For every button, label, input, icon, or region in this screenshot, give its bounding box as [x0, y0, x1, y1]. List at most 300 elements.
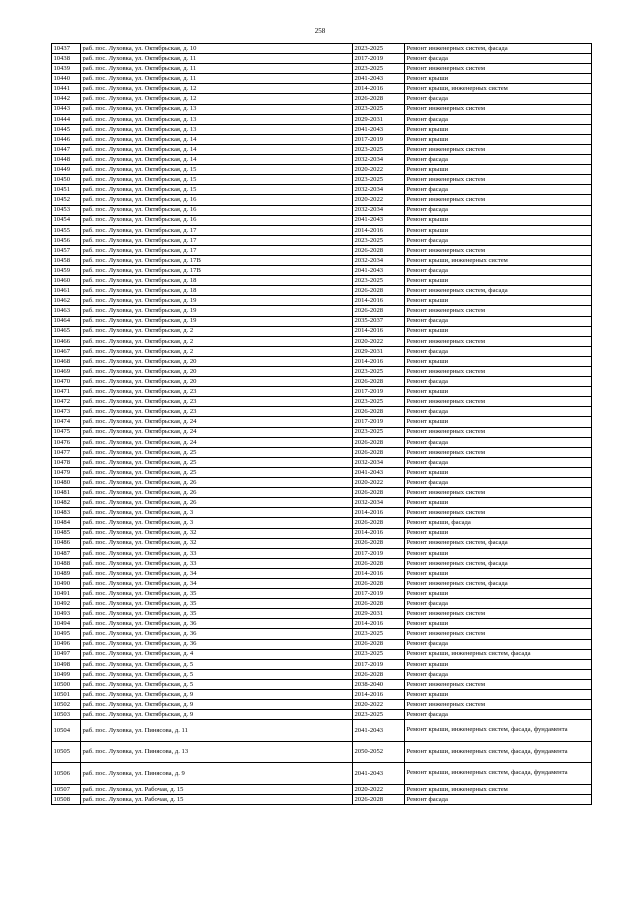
period-cell: 2026-2028	[353, 558, 405, 568]
period-cell: 2023-2025	[353, 367, 405, 377]
row-number-cell: 10467	[52, 346, 81, 356]
work-type-cell: Ремонт крыши	[405, 387, 592, 397]
table-row	[52, 346, 592, 356]
period-cell: 2020-2022	[353, 700, 405, 710]
period-cell: 2020-2022	[353, 165, 405, 175]
table-row	[52, 205, 592, 215]
work-type-cell: Ремонт крыши, инженерных систем	[405, 785, 592, 795]
table-body	[52, 44, 592, 805]
work-type-cell: Ремонт крыши	[405, 165, 592, 175]
table-row	[52, 195, 592, 205]
work-type-cell: Ремонт крыши	[405, 74, 592, 84]
work-type-cell: Ремонт фасада	[405, 114, 592, 124]
period-cell: 2017-2019	[353, 387, 405, 397]
address-cell: раб. пос. Луховка, ул. Рабочая, д. 15	[81, 795, 353, 805]
row-number-cell: 10452	[52, 195, 81, 205]
row-number-cell: 10504	[52, 720, 81, 742]
address-cell: раб. пос. Луховка, ул. Октябрьская, д. 25	[81, 467, 353, 477]
table-row	[52, 498, 592, 508]
work-type-cell: Ремонт крыши	[405, 467, 592, 477]
address-cell: раб. пос. Луховка, ул. Октябрьская, д. 13	[81, 114, 353, 124]
row-number-cell: 10450	[52, 175, 81, 185]
period-cell: 2026-2028	[353, 94, 405, 104]
period-cell: 2026-2028	[353, 795, 405, 805]
table-row	[52, 619, 592, 629]
table-row	[52, 124, 592, 134]
address-cell: раб. пос. Луховка, ул. Октябрьская, д. 14	[81, 155, 353, 165]
address-cell: раб. пос. Луховка, ул. Октябрьская, д. 17	[81, 245, 353, 255]
work-type-cell: Ремонт фасада	[405, 795, 592, 805]
period-cell: 2035-2037	[353, 316, 405, 326]
work-type-cell: Ремонт фасада	[405, 639, 592, 649]
work-type-cell: Ремонт инженерных систем	[405, 629, 592, 639]
table-row	[52, 356, 592, 366]
address-cell: раб. пос. Луховка, ул. Октябрьская, д. 24	[81, 437, 353, 447]
row-number-cell: 10502	[52, 700, 81, 710]
table-row	[52, 417, 592, 427]
period-cell: 2023-2025	[353, 104, 405, 114]
work-type-cell: Ремонт инженерных систем, фасада	[405, 286, 592, 296]
address-cell: раб. пос. Луховка, ул. Октябрьская, д. 11	[81, 54, 353, 64]
period-cell: 2014-2016	[353, 225, 405, 235]
work-type-cell: Ремонт инженерных систем	[405, 245, 592, 255]
period-cell: 2026-2028	[353, 286, 405, 296]
period-cell: 2026-2028	[353, 639, 405, 649]
row-number-cell: 10508	[52, 795, 81, 805]
address-cell: раб. пос. Луховка, ул. Октябрьская, д. 2	[81, 326, 353, 336]
table-row	[52, 175, 592, 185]
row-number-cell: 10473	[52, 407, 81, 417]
address-cell: раб. пос. Луховка, ул. Октябрьская, д. 16	[81, 215, 353, 225]
period-cell: 2023-2025	[353, 235, 405, 245]
row-number-cell: 10453	[52, 205, 81, 215]
row-number-cell: 10477	[52, 447, 81, 457]
work-type-cell: Ремонт инженерных систем	[405, 306, 592, 316]
row-number-cell: 10446	[52, 134, 81, 144]
address-cell: раб. пос. Луховка, ул. Октябрьская, д. 17В	[81, 255, 353, 265]
period-cell: 2026-2028	[353, 447, 405, 457]
work-type-cell: Ремонт крыши, инженерных систем, фасада	[405, 649, 592, 659]
address-cell: раб. пос. Луховка, ул. Октябрьская, д. 17В	[81, 266, 353, 276]
table-row	[52, 467, 592, 477]
work-type-cell: Ремонт инженерных систем	[405, 195, 592, 205]
row-number-cell: 10464	[52, 316, 81, 326]
table-row	[52, 276, 592, 286]
row-number-cell: 10485	[52, 528, 81, 538]
period-cell: 2041-2043	[353, 467, 405, 477]
row-number-cell: 10442	[52, 94, 81, 104]
work-type-cell: Ремонт фасада	[405, 437, 592, 447]
row-number-cell: 10471	[52, 387, 81, 397]
row-number-cell: 10489	[52, 568, 81, 578]
table-row	[52, 478, 592, 488]
work-type-cell: Ремонт фасада	[405, 669, 592, 679]
address-cell: раб. пос. Луховка, ул. Октябрьская, д. 11	[81, 74, 353, 84]
row-number-cell: 10454	[52, 215, 81, 225]
address-cell: раб. пос. Луховка, ул. Октябрьская, д. 24	[81, 427, 353, 437]
row-number-cell: 10448	[52, 155, 81, 165]
period-cell: 2026-2028	[353, 407, 405, 417]
row-number-cell: 10482	[52, 498, 81, 508]
table-row	[52, 407, 592, 417]
work-type-cell: Ремонт крыши, инженерных систем, фасада, фундамента	[405, 763, 592, 785]
table-row	[52, 578, 592, 588]
table-row	[52, 64, 592, 74]
period-cell: 2041-2043	[353, 720, 405, 742]
table-row	[52, 710, 592, 720]
table-row	[52, 306, 592, 316]
work-type-cell: Ремонт инженерных систем	[405, 367, 592, 377]
table-row	[52, 548, 592, 558]
repair-schedule-table	[51, 43, 592, 805]
page-number: 258	[314, 27, 326, 35]
address-cell: раб. пос. Луховка, ул. Октябрьская, д. 12	[81, 84, 353, 94]
work-type-cell: Ремонт фасада	[405, 235, 592, 245]
work-type-cell: Ремонт инженерных систем	[405, 427, 592, 437]
row-number-cell: 10443	[52, 104, 81, 114]
row-number-cell: 10463	[52, 306, 81, 316]
address-cell: раб. пос. Луховка, ул. Октябрьская, д. 36	[81, 619, 353, 629]
period-cell: 2014-2016	[353, 356, 405, 366]
period-cell: 2017-2019	[353, 548, 405, 558]
row-number-cell: 10466	[52, 336, 81, 346]
address-cell: раб. пос. Луховка, ул. Октябрьская, д. 33	[81, 558, 353, 568]
address-cell: раб. пос. Луховка, ул. Октябрьская, д. 14	[81, 134, 353, 144]
row-number-cell: 10497	[52, 649, 81, 659]
work-type-cell: Ремонт крыши	[405, 326, 592, 336]
work-type-cell: Ремонт инженерных систем	[405, 488, 592, 498]
work-type-cell: Ремонт инженерных систем, фасада	[405, 578, 592, 588]
work-type-cell: Ремонт крыши, инженерных систем	[405, 255, 592, 265]
address-cell: раб. пос. Луховка, ул. Рабочая, д. 15	[81, 785, 353, 795]
period-cell: 2023-2025	[353, 44, 405, 54]
table-row	[52, 397, 592, 407]
address-cell: раб. пос. Луховка, ул. Октябрьская, д. 35	[81, 609, 353, 619]
work-type-cell: Ремонт крыши	[405, 296, 592, 306]
row-number-cell: 10441	[52, 84, 81, 94]
work-type-cell: Ремонт фасада	[405, 185, 592, 195]
table-row	[52, 629, 592, 639]
row-number-cell: 10479	[52, 467, 81, 477]
work-type-cell: Ремонт фасада	[405, 205, 592, 215]
period-cell: 2023-2025	[353, 710, 405, 720]
table-row	[52, 144, 592, 154]
row-number-cell: 10480	[52, 478, 81, 488]
table-row	[52, 437, 592, 447]
table-row	[52, 457, 592, 467]
period-cell: 2026-2028	[353, 488, 405, 498]
period-cell: 2026-2028	[353, 578, 405, 588]
address-cell: раб. пос. Луховка, ул. Октябрьская, д. 17	[81, 225, 353, 235]
address-cell: раб. пос. Луховка, ул. Октябрьская, д. 5	[81, 659, 353, 669]
table-row	[52, 245, 592, 255]
period-cell: 2020-2022	[353, 195, 405, 205]
address-cell: раб. пос. Луховка, ул. Октябрьская, д. 5	[81, 669, 353, 679]
table-row	[52, 528, 592, 538]
address-cell: раб. пос. Луховка, ул. Октябрьская, д. 18	[81, 286, 353, 296]
row-number-cell: 10439	[52, 64, 81, 74]
row-number-cell: 10503	[52, 710, 81, 720]
work-type-cell: Ремонт инженерных систем	[405, 336, 592, 346]
table-row	[52, 720, 592, 742]
address-cell: раб. пос. Луховка, ул. Октябрьская, д. 23	[81, 397, 353, 407]
period-cell: 2020-2022	[353, 336, 405, 346]
address-cell: раб. пос. Луховка, ул. Октябрьская, д. 13	[81, 124, 353, 134]
work-type-cell: Ремонт инженерных систем, фасада	[405, 44, 592, 54]
work-type-cell: Ремонт фасада	[405, 407, 592, 417]
address-cell: раб. пос. Луховка, ул. Пинясова, д. 13	[81, 741, 353, 763]
period-cell: 2026-2028	[353, 306, 405, 316]
row-number-cell: 10437	[52, 44, 81, 54]
row-number-cell: 10498	[52, 659, 81, 669]
table-row	[52, 185, 592, 195]
work-type-cell: Ремонт инженерных систем	[405, 679, 592, 689]
work-type-cell: Ремонт фасада	[405, 346, 592, 356]
table-row	[52, 508, 592, 518]
work-type-cell: Ремонт крыши	[405, 548, 592, 558]
table-row	[52, 235, 592, 245]
table-row	[52, 599, 592, 609]
address-cell: раб. пос. Луховка, ул. Октябрьская, д. 2	[81, 346, 353, 356]
period-cell: 2026-2028	[353, 245, 405, 255]
address-cell: раб. пос. Луховка, ул. Октябрьская, д. 9	[81, 700, 353, 710]
period-cell: 2050-2052	[353, 741, 405, 763]
row-number-cell: 10458	[52, 255, 81, 265]
table-row	[52, 367, 592, 377]
period-cell: 2014-2016	[353, 568, 405, 578]
period-cell: 2041-2043	[353, 763, 405, 785]
address-cell: раб. пос. Луховка, ул. Октябрьская, д. 14	[81, 144, 353, 154]
table-row	[52, 225, 592, 235]
period-cell: 2023-2025	[353, 64, 405, 74]
period-cell: 2014-2016	[353, 296, 405, 306]
work-type-cell: Ремонт инженерных систем	[405, 104, 592, 114]
row-number-cell: 10469	[52, 367, 81, 377]
period-cell: 2017-2019	[353, 659, 405, 669]
period-cell: 2014-2016	[353, 508, 405, 518]
address-cell: раб. пос. Луховка, ул. Октябрьская, д. 20	[81, 377, 353, 387]
address-cell: раб. пос. Луховка, ул. Октябрьская, д. 32	[81, 538, 353, 548]
work-type-cell: Ремонт фасада	[405, 599, 592, 609]
table-row	[52, 679, 592, 689]
address-cell: раб. пос. Луховка, ул. Октябрьская, д. 25	[81, 447, 353, 457]
work-type-cell: Ремонт фасада	[405, 457, 592, 467]
table-row	[52, 518, 592, 528]
period-cell: 2029-2031	[353, 114, 405, 124]
row-number-cell: 10449	[52, 165, 81, 175]
table-row	[52, 427, 592, 437]
period-cell: 2014-2016	[353, 690, 405, 700]
period-cell: 2029-2031	[353, 346, 405, 356]
period-cell: 2023-2025	[353, 397, 405, 407]
table-row	[52, 741, 592, 763]
work-type-cell: Ремонт крыши	[405, 498, 592, 508]
table-row	[52, 649, 592, 659]
row-number-cell: 10506	[52, 763, 81, 785]
row-number-cell: 10487	[52, 548, 81, 558]
row-number-cell: 10461	[52, 286, 81, 296]
row-number-cell: 10495	[52, 629, 81, 639]
period-cell: 2032-2034	[353, 255, 405, 265]
address-cell: раб. пос. Луховка, ул. Октябрьская, д. 35	[81, 599, 353, 609]
table-row	[52, 54, 592, 64]
address-cell: раб. пос. Луховка, ул. Октябрьская, д. 19	[81, 306, 353, 316]
period-cell: 2026-2028	[353, 518, 405, 528]
row-number-cell: 10444	[52, 114, 81, 124]
row-number-cell: 10476	[52, 437, 81, 447]
address-cell: раб. пос. Луховка, ул. Октябрьская, д. 26	[81, 478, 353, 488]
address-cell: раб. пос. Луховка, ул. Октябрьская, д. 18	[81, 276, 353, 286]
row-number-cell: 10493	[52, 609, 81, 619]
table-row	[52, 266, 592, 276]
work-type-cell: Ремонт инженерных систем	[405, 175, 592, 185]
period-cell: 2023-2025	[353, 276, 405, 286]
address-cell: раб. пос. Луховка, ул. Октябрьская, д. 32	[81, 528, 353, 538]
period-cell: 2014-2016	[353, 84, 405, 94]
row-number-cell: 10468	[52, 356, 81, 366]
work-type-cell: Ремонт крыши	[405, 134, 592, 144]
row-number-cell: 10472	[52, 397, 81, 407]
table-row	[52, 763, 592, 785]
address-cell: раб. пос. Луховка, ул. Октябрьская, д. 16	[81, 205, 353, 215]
period-cell: 2020-2022	[353, 478, 405, 488]
work-type-cell: Ремонт крыши, фасада	[405, 518, 592, 528]
work-type-cell: Ремонт инженерных систем, фасада	[405, 538, 592, 548]
table-row	[52, 669, 592, 679]
address-cell: раб. пос. Луховка, ул. Октябрьская, д. 20	[81, 356, 353, 366]
period-cell: 2041-2043	[353, 124, 405, 134]
table-row	[52, 558, 592, 568]
work-type-cell: Ремонт крыши	[405, 124, 592, 134]
period-cell: 2023-2025	[353, 144, 405, 154]
address-cell: раб. пос. Луховка, ул. Октябрьская, д. 36	[81, 629, 353, 639]
work-type-cell: Ремонт фасада	[405, 710, 592, 720]
work-type-cell: Ремонт фасада	[405, 266, 592, 276]
address-cell: раб. пос. Луховка, ул. Пинясова, д. 9	[81, 763, 353, 785]
address-cell: раб. пос. Луховка, ул. Октябрьская, д. 26	[81, 488, 353, 498]
table-row	[52, 165, 592, 175]
address-cell: раб. пос. Луховка, ул. Октябрьская, д. 3	[81, 508, 353, 518]
table-row	[52, 104, 592, 114]
row-number-cell: 10474	[52, 417, 81, 427]
table-row	[52, 568, 592, 578]
period-cell: 2023-2025	[353, 427, 405, 437]
row-number-cell: 10486	[52, 538, 81, 548]
address-cell: раб. пос. Луховка, ул. Октябрьская, д. 5	[81, 679, 353, 689]
period-cell: 2014-2016	[353, 326, 405, 336]
address-cell: раб. пос. Луховка, ул. Октябрьская, д. 11	[81, 64, 353, 74]
table-row	[52, 296, 592, 306]
period-cell: 2023-2025	[353, 649, 405, 659]
table-row	[52, 84, 592, 94]
row-number-cell: 10475	[52, 427, 81, 437]
period-cell: 2020-2022	[353, 785, 405, 795]
address-cell: раб. пос. Луховка, ул. Октябрьская, д. 17	[81, 235, 353, 245]
address-cell: раб. пос. Луховка, ул. Октябрьская, д. 19	[81, 316, 353, 326]
table-row	[52, 377, 592, 387]
work-type-cell: Ремонт крыши, инженерных систем, фасада, фундамента	[405, 720, 592, 742]
period-cell: 2017-2019	[353, 589, 405, 599]
table-row	[52, 795, 592, 805]
row-number-cell: 10481	[52, 488, 81, 498]
row-number-cell: 10478	[52, 457, 81, 467]
work-type-cell: Ремонт крыши, инженерных систем, фасада, фундамента	[405, 741, 592, 763]
work-type-cell: Ремонт крыши	[405, 215, 592, 225]
address-cell: раб. пос. Луховка, ул. Октябрьская, д. 23	[81, 407, 353, 417]
row-number-cell: 10492	[52, 599, 81, 609]
row-number-cell: 10465	[52, 326, 81, 336]
row-number-cell: 10488	[52, 558, 81, 568]
address-cell: раб. пос. Луховка, ул. Октябрьская, д. 9	[81, 690, 353, 700]
address-cell: раб. пос. Луховка, ул. Октябрьская, д. 15	[81, 175, 353, 185]
address-cell: раб. пос. Луховка, ул. Октябрьская, д. 15	[81, 165, 353, 175]
row-number-cell: 10491	[52, 589, 81, 599]
period-cell: 2032-2034	[353, 498, 405, 508]
work-type-cell: Ремонт фасада	[405, 316, 592, 326]
work-type-cell: Ремонт крыши	[405, 356, 592, 366]
period-cell: 2026-2028	[353, 377, 405, 387]
address-cell: раб. пос. Луховка, ул. Октябрьская, д. 24	[81, 417, 353, 427]
table-row	[52, 44, 592, 54]
period-cell: 2026-2028	[353, 669, 405, 679]
address-cell: раб. пос. Луховка, ул. Октябрьская, д. 9	[81, 710, 353, 720]
work-type-cell: Ремонт инженерных систем	[405, 397, 592, 407]
table-row	[52, 286, 592, 296]
address-cell: раб. пос. Луховка, ул. Октябрьская, д. 34	[81, 568, 353, 578]
work-type-cell: Ремонт фасада	[405, 94, 592, 104]
address-cell: раб. пос. Луховка, ул. Октябрьская, д. 12	[81, 94, 353, 104]
period-cell: 2017-2019	[353, 134, 405, 144]
table-row	[52, 690, 592, 700]
table-row	[52, 215, 592, 225]
period-cell: 2041-2043	[353, 215, 405, 225]
period-cell: 2038-2040	[353, 679, 405, 689]
period-cell: 2014-2016	[353, 528, 405, 538]
row-number-cell: 10451	[52, 185, 81, 195]
address-cell: раб. пос. Луховка, ул. Октябрьская, д. 26	[81, 498, 353, 508]
period-cell: 2026-2028	[353, 437, 405, 447]
work-type-cell: Ремонт фасада	[405, 54, 592, 64]
table-row	[52, 94, 592, 104]
address-cell: раб. пос. Луховка, ул. Октябрьская, д. 25	[81, 457, 353, 467]
table-row	[52, 659, 592, 669]
work-type-cell: Ремонт крыши	[405, 568, 592, 578]
row-number-cell: 10459	[52, 266, 81, 276]
table-row	[52, 589, 592, 599]
address-cell: раб. пос. Луховка, ул. Октябрьская, д. 35	[81, 589, 353, 599]
row-number-cell: 10440	[52, 74, 81, 84]
row-number-cell: 10507	[52, 785, 81, 795]
period-cell: 2029-2031	[353, 609, 405, 619]
period-cell: 2032-2034	[353, 205, 405, 215]
address-cell: раб. пос. Луховка, ул. Октябрьская, д. 4	[81, 649, 353, 659]
table-row	[52, 114, 592, 124]
row-number-cell: 10438	[52, 54, 81, 64]
row-number-cell: 10462	[52, 296, 81, 306]
table-row	[52, 538, 592, 548]
address-cell: раб. пос. Луховка, ул. Октябрьская, д. 19	[81, 296, 353, 306]
address-cell: раб. пос. Луховка, ул. Октябрьская, д. 10	[81, 44, 353, 54]
table-row	[52, 700, 592, 710]
work-type-cell: Ремонт крыши	[405, 589, 592, 599]
table-row	[52, 155, 592, 165]
work-type-cell: Ремонт крыши	[405, 619, 592, 629]
table-row	[52, 326, 592, 336]
table-row	[52, 785, 592, 795]
work-type-cell: Ремонт инженерных систем	[405, 700, 592, 710]
row-number-cell: 10460	[52, 276, 81, 286]
row-number-cell: 10501	[52, 690, 81, 700]
